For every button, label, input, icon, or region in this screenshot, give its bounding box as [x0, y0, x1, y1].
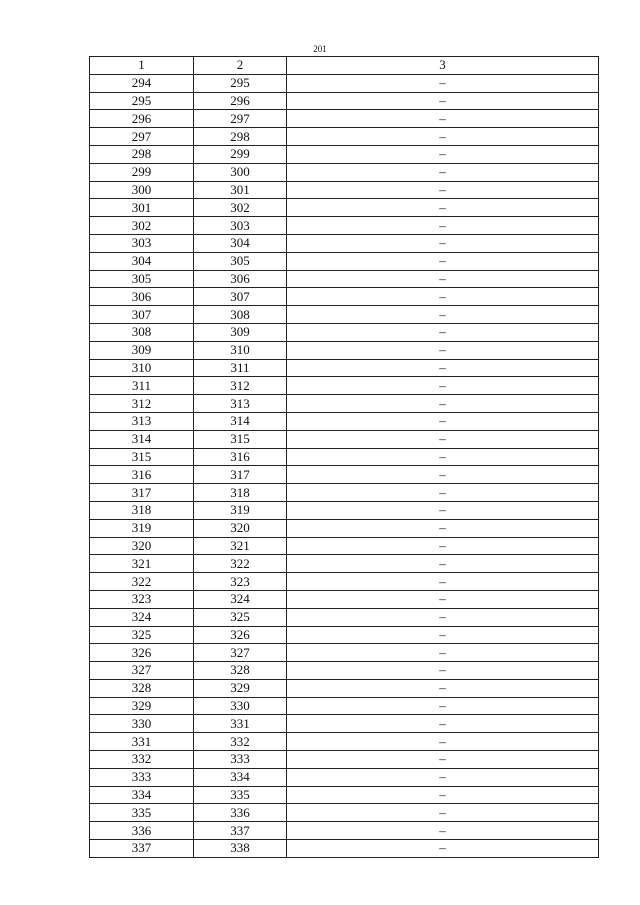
table-cell-col3: –	[287, 573, 599, 591]
table-cell-col2: 328	[194, 662, 287, 680]
table-cell-col2: 308	[194, 306, 287, 324]
table-cell-col1: 328	[90, 679, 194, 697]
table-row	[90, 519, 599, 537]
table-cell-col1: 313	[90, 412, 194, 430]
table-cell-col3: –	[287, 519, 599, 537]
table-cell-col1: 296	[90, 110, 194, 128]
table-row	[90, 626, 599, 644]
table-cell-col1: 319	[90, 519, 194, 537]
table-cell-col1: 301	[90, 199, 194, 217]
table-cell-col3: –	[287, 768, 599, 786]
table-row	[90, 341, 599, 359]
table-cell-col1: 335	[90, 804, 194, 822]
table-cell-col2: 334	[194, 768, 287, 786]
table-row	[90, 840, 599, 858]
column-header-3: 3	[287, 57, 599, 75]
table-row	[90, 217, 599, 235]
table-cell-col3: –	[287, 679, 599, 697]
table-cell-col3: –	[287, 163, 599, 181]
table-cell-col3: –	[287, 840, 599, 858]
table-cell-col3: –	[287, 537, 599, 555]
table-cell-col2: 320	[194, 519, 287, 537]
table-cell-col3: –	[287, 234, 599, 252]
table-row	[90, 74, 599, 92]
table-cell-col1: 305	[90, 270, 194, 288]
table-cell-col1: 315	[90, 448, 194, 466]
table-row	[90, 145, 599, 163]
table-cell-col3: –	[287, 270, 599, 288]
table-row	[90, 804, 599, 822]
table-cell-col1: 303	[90, 234, 194, 252]
table-cell-col2: 296	[194, 92, 287, 110]
table-row	[90, 199, 599, 217]
table-cell-col2: 331	[194, 715, 287, 733]
table-cell-col1: 309	[90, 341, 194, 359]
table-row	[90, 110, 599, 128]
table-cell-col3: –	[287, 448, 599, 466]
table-cell-col2: 305	[194, 252, 287, 270]
table-cell-col1: 324	[90, 608, 194, 626]
table-cell-col2: 312	[194, 377, 287, 395]
table-row	[90, 270, 599, 288]
table-cell-col2: 315	[194, 430, 287, 448]
table-cell-col2: 332	[194, 733, 287, 751]
table-cell-col2: 325	[194, 608, 287, 626]
table-row	[90, 430, 599, 448]
table-cell-col3: –	[287, 110, 599, 128]
table-cell-col1: 334	[90, 786, 194, 804]
table-cell-col2: 314	[194, 412, 287, 430]
table-cell-col3: –	[287, 662, 599, 680]
table-cell-col1: 329	[90, 697, 194, 715]
table-cell-col3: –	[287, 181, 599, 199]
table-row	[90, 306, 599, 324]
table-cell-col2: 298	[194, 128, 287, 146]
table-cell-col3: –	[287, 252, 599, 270]
table-cell-col3: –	[287, 323, 599, 341]
table-row	[90, 466, 599, 484]
table-cell-col3: –	[287, 395, 599, 413]
table-row	[90, 733, 599, 751]
table-cell-col3: –	[287, 555, 599, 573]
table-row	[90, 288, 599, 306]
table-cell-col2: 321	[194, 537, 287, 555]
page-number: 201	[313, 44, 327, 54]
table-cell-col3: –	[287, 199, 599, 217]
table-cell-col3: –	[287, 626, 599, 644]
table-cell-col2: 323	[194, 573, 287, 591]
table-row	[90, 662, 599, 680]
table-cell-col2: 309	[194, 323, 287, 341]
table-cell-col2: 326	[194, 626, 287, 644]
table-cell-col1: 311	[90, 377, 194, 395]
table-cell-col2: 336	[194, 804, 287, 822]
table-cell-col1: 299	[90, 163, 194, 181]
table-cell-col3: –	[287, 92, 599, 110]
header-row	[90, 57, 599, 75]
table-cell-col2: 327	[194, 644, 287, 662]
table-cell-col1: 314	[90, 430, 194, 448]
table-cell-col3: –	[287, 430, 599, 448]
table-cell-col1: 298	[90, 145, 194, 163]
table-cell-col3: –	[287, 501, 599, 519]
table-cell-col1: 321	[90, 555, 194, 573]
table-cell-col3: –	[287, 217, 599, 235]
table-row	[90, 590, 599, 608]
table-cell-col1: 330	[90, 715, 194, 733]
table-cell-col3: –	[287, 341, 599, 359]
table-row	[90, 555, 599, 573]
table-row	[90, 377, 599, 395]
table-cell-col2: 322	[194, 555, 287, 573]
table-cell-col2: 329	[194, 679, 287, 697]
table-cell-col2: 337	[194, 822, 287, 840]
table-cell-col3: –	[287, 608, 599, 626]
table-cell-col1: 317	[90, 484, 194, 502]
table-cell-col2: 295	[194, 74, 287, 92]
table-row	[90, 412, 599, 430]
table-cell-col2: 338	[194, 840, 287, 858]
table-cell-col3: –	[287, 590, 599, 608]
table-cell-col3: –	[287, 359, 599, 377]
table-cell-col1: 297	[90, 128, 194, 146]
table-row	[90, 252, 599, 270]
column-header-2: 2	[194, 57, 287, 75]
table-cell-col2: 307	[194, 288, 287, 306]
table-cell-col3: –	[287, 288, 599, 306]
table-cell-col3: –	[287, 412, 599, 430]
table-cell-col2: 302	[194, 199, 287, 217]
table-cell-col1: 318	[90, 501, 194, 519]
table-cell-col2: 303	[194, 217, 287, 235]
table-cell-col2: 304	[194, 234, 287, 252]
table-header	[90, 57, 599, 75]
table-cell-col2: 310	[194, 341, 287, 359]
table-cell-col1: 316	[90, 466, 194, 484]
table-row	[90, 395, 599, 413]
table-cell-col1: 294	[90, 74, 194, 92]
table-cell-col3: –	[287, 804, 599, 822]
table-row	[90, 679, 599, 697]
table-cell-col1: 322	[90, 573, 194, 591]
table-row	[90, 448, 599, 466]
table-cell-col1: 327	[90, 662, 194, 680]
table-cell-col1: 304	[90, 252, 194, 270]
table-row	[90, 234, 599, 252]
table-cell-col1: 300	[90, 181, 194, 199]
table-cell-col3: –	[287, 786, 599, 804]
table-row	[90, 573, 599, 591]
table-row	[90, 128, 599, 146]
table-row	[90, 768, 599, 786]
table-cell-col3: –	[287, 466, 599, 484]
table-cell-col3: –	[287, 822, 599, 840]
table-cell-col1: 295	[90, 92, 194, 110]
table-cell-col1: 307	[90, 306, 194, 324]
table-row	[90, 715, 599, 733]
table-cell-col3: –	[287, 733, 599, 751]
table-cell-col2: 319	[194, 501, 287, 519]
table-cell-col1: 331	[90, 733, 194, 751]
table-cell-col3: –	[287, 484, 599, 502]
table-cell-col3: –	[287, 74, 599, 92]
table-cell-col1: 312	[90, 395, 194, 413]
table-cell-col3: –	[287, 377, 599, 395]
table-cell-col2: 335	[194, 786, 287, 804]
table-cell-col1: 302	[90, 217, 194, 235]
table-row	[90, 537, 599, 555]
table-cell-col3: –	[287, 644, 599, 662]
table-cell-col2: 333	[194, 751, 287, 769]
table-cell-col1: 336	[90, 822, 194, 840]
data-table	[89, 56, 599, 858]
table-row	[90, 484, 599, 502]
table-cell-col3: –	[287, 306, 599, 324]
table-cell-col1: 333	[90, 768, 194, 786]
table-cell-col2: 324	[194, 590, 287, 608]
table-cell-col1: 308	[90, 323, 194, 341]
table-cell-col1: 320	[90, 537, 194, 555]
table-cell-col2: 300	[194, 163, 287, 181]
table-body	[90, 74, 599, 857]
table-row	[90, 751, 599, 769]
table-cell-col1: 337	[90, 840, 194, 858]
table-cell-col3: –	[287, 128, 599, 146]
table-cell-col2: 299	[194, 145, 287, 163]
table-cell-col1: 310	[90, 359, 194, 377]
table-cell-col2: 316	[194, 448, 287, 466]
table-cell-col2: 297	[194, 110, 287, 128]
table-row	[90, 697, 599, 715]
table-cell-col3: –	[287, 715, 599, 733]
table-cell-col2: 301	[194, 181, 287, 199]
table-cell-col1: 323	[90, 590, 194, 608]
table-row	[90, 644, 599, 662]
table-row	[90, 323, 599, 341]
table-cell-col2: 318	[194, 484, 287, 502]
table-cell-col2: 317	[194, 466, 287, 484]
table-row	[90, 608, 599, 626]
table-cell-col2: 306	[194, 270, 287, 288]
table-cell-col1: 332	[90, 751, 194, 769]
table-cell-col1: 326	[90, 644, 194, 662]
table-cell-col2: 311	[194, 359, 287, 377]
table-cell-col3: –	[287, 145, 599, 163]
table-row	[90, 92, 599, 110]
table-row	[90, 163, 599, 181]
table-cell-col1: 325	[90, 626, 194, 644]
table-row	[90, 501, 599, 519]
column-header-1: 1	[90, 57, 194, 75]
table-row	[90, 359, 599, 377]
table-row	[90, 181, 599, 199]
table-cell-col3: –	[287, 751, 599, 769]
table-row	[90, 786, 599, 804]
table-cell-col3: –	[287, 697, 599, 715]
table-cell-col2: 330	[194, 697, 287, 715]
table-row	[90, 822, 599, 840]
table-cell-col2: 313	[194, 395, 287, 413]
table-cell-col1: 306	[90, 288, 194, 306]
